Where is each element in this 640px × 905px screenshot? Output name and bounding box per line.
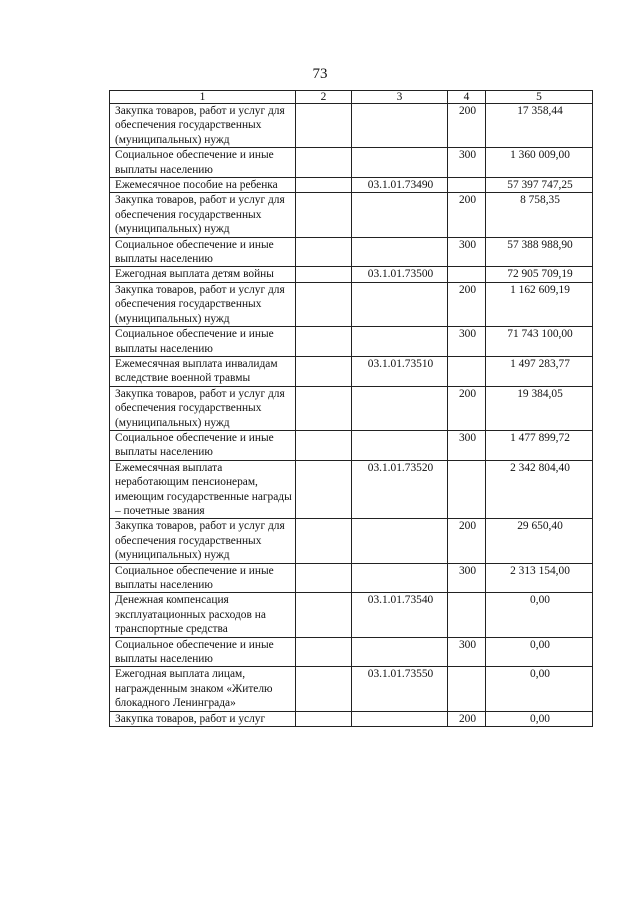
header-cell: 2 — [296, 91, 352, 104]
row-code: 03.1.01.73510 — [352, 356, 448, 386]
row-type: 200 — [448, 519, 486, 563]
row-type — [448, 178, 486, 193]
row-name: Социальное обеспечение и иные выплаты населению — [110, 148, 296, 178]
row-amount: 71 743 100,00 — [486, 327, 593, 357]
row-type — [448, 267, 486, 282]
row-col2 — [296, 148, 352, 178]
row-col2 — [296, 519, 352, 563]
row-code — [352, 104, 448, 148]
row-code — [352, 282, 448, 326]
row-col2 — [296, 711, 352, 726]
row-type — [448, 667, 486, 711]
row-name: Закупка товаров, работ и услуг для обеспечения государственных (муниципальных) нужд — [110, 386, 296, 430]
row-amount: 72 905 709,19 — [486, 267, 593, 282]
row-col2 — [296, 430, 352, 460]
table-row — [110, 104, 593, 148]
row-type: 300 — [448, 237, 486, 267]
row-name: Ежегодная выплата детям войны — [110, 267, 296, 282]
page-number: 73 — [312, 66, 328, 82]
table-row — [110, 386, 593, 430]
table-row — [110, 356, 593, 386]
row-col2 — [296, 267, 352, 282]
row-code — [352, 430, 448, 460]
table-row — [110, 282, 593, 326]
row-type: 200 — [448, 282, 486, 326]
row-type: 200 — [448, 104, 486, 148]
table-row — [110, 237, 593, 267]
row-code — [352, 327, 448, 357]
row-col2 — [296, 104, 352, 148]
row-col2 — [296, 593, 352, 637]
row-amount: 19 384,05 — [486, 386, 593, 430]
header-cell: 1 — [110, 91, 296, 104]
row-amount: 1 360 009,00 — [486, 148, 593, 178]
row-name: Ежемесячная выплата неработающим пенсионерам, имеющим государственные награды – почетные звания — [110, 460, 296, 519]
row-name: Закупка товаров, работ и услуг для обеспечения государственных (муниципальных) нужд — [110, 519, 296, 563]
row-name: Социальное обеспечение и иные выплаты населению — [110, 327, 296, 357]
row-amount: 0,00 — [486, 667, 593, 711]
row-name: Ежегодная выплата лицам, награжденным знаком «Жителю блокадного Ленинграда» — [110, 667, 296, 711]
row-amount: 0,00 — [486, 711, 593, 726]
header-cell: 5 — [486, 91, 593, 104]
row-col2 — [296, 667, 352, 711]
row-type: 300 — [448, 430, 486, 460]
row-code — [352, 148, 448, 178]
row-col2 — [296, 327, 352, 357]
row-col2 — [296, 386, 352, 430]
row-col2 — [296, 637, 352, 667]
table-row — [110, 593, 593, 637]
table-body — [110, 104, 593, 727]
row-type: 200 — [448, 193, 486, 237]
row-col2 — [296, 460, 352, 519]
row-amount: 0,00 — [486, 637, 593, 667]
table-row — [110, 460, 593, 519]
row-amount: 1 162 609,19 — [486, 282, 593, 326]
table-row — [110, 267, 593, 282]
row-code: 03.1.01.73520 — [352, 460, 448, 519]
row-type — [448, 593, 486, 637]
row-col2 — [296, 193, 352, 237]
table-row — [110, 519, 593, 563]
row-amount: 1 477 899,72 — [486, 430, 593, 460]
row-name: Закупка товаров, работ и услуг для обеспечения государственных (муниципальных) нужд — [110, 193, 296, 237]
row-amount: 0,00 — [486, 593, 593, 637]
row-code — [352, 563, 448, 593]
row-name: Социальное обеспечение и иные выплаты населению — [110, 237, 296, 267]
budget-table — [109, 90, 593, 727]
row-code: 03.1.01.73500 — [352, 267, 448, 282]
row-amount: 17 358,44 — [486, 104, 593, 148]
row-col2 — [296, 282, 352, 326]
row-code: 03.1.01.73490 — [352, 178, 448, 193]
row-type: 300 — [448, 327, 486, 357]
row-name: Социальное обеспечение и иные выплаты населению — [110, 430, 296, 460]
row-amount: 2 342 804,40 — [486, 460, 593, 519]
row-code — [352, 237, 448, 267]
header-cell: 3 — [352, 91, 448, 104]
header-row — [110, 91, 593, 104]
row-col2 — [296, 563, 352, 593]
row-col2 — [296, 237, 352, 267]
row-name: Социальное обеспечение и иные выплаты населению — [110, 637, 296, 667]
table-row — [110, 327, 593, 357]
row-name: Закупка товаров, работ и услуг для обеспечения государственных (муниципальных) нужд — [110, 282, 296, 326]
row-type — [448, 460, 486, 519]
table-row — [110, 430, 593, 460]
row-code — [352, 386, 448, 430]
row-amount: 8 758,35 — [486, 193, 593, 237]
row-name: Социальное обеспечение и иные выплаты населению — [110, 563, 296, 593]
row-type: 200 — [448, 386, 486, 430]
row-amount: 57 397 747,25 — [486, 178, 593, 193]
table-row — [110, 667, 593, 711]
row-name: Денежная компенсация эксплуатационных расходов на транспортные средства — [110, 593, 296, 637]
row-type: 300 — [448, 563, 486, 593]
row-amount: 57 388 988,90 — [486, 237, 593, 267]
row-name: Ежемесячное пособие на ребенка — [110, 178, 296, 193]
table-row — [110, 563, 593, 593]
row-col2 — [296, 178, 352, 193]
header-cell: 4 — [448, 91, 486, 104]
row-amount: 29 650,40 — [486, 519, 593, 563]
row-code — [352, 637, 448, 667]
row-code — [352, 711, 448, 726]
row-code — [352, 519, 448, 563]
row-amount: 2 313 154,00 — [486, 563, 593, 593]
row-type: 300 — [448, 637, 486, 667]
table-row — [110, 178, 593, 193]
row-code — [352, 193, 448, 237]
table-row — [110, 711, 593, 726]
table-row — [110, 148, 593, 178]
row-name: Ежемесячная выплата инвалидам вследствие военной травмы — [110, 356, 296, 386]
row-amount: 1 497 283,77 — [486, 356, 593, 386]
row-name: Закупка товаров, работ и услуг для обеспечения государственных (муниципальных) нужд — [110, 104, 296, 148]
row-name: Закупка товаров, работ и услуг — [110, 711, 296, 726]
row-col2 — [296, 356, 352, 386]
row-type — [448, 356, 486, 386]
row-code: 03.1.01.73550 — [352, 667, 448, 711]
row-code: 03.1.01.73540 — [352, 593, 448, 637]
table-row — [110, 637, 593, 667]
row-type: 200 — [448, 711, 486, 726]
row-type: 300 — [448, 148, 486, 178]
table-row — [110, 193, 593, 237]
